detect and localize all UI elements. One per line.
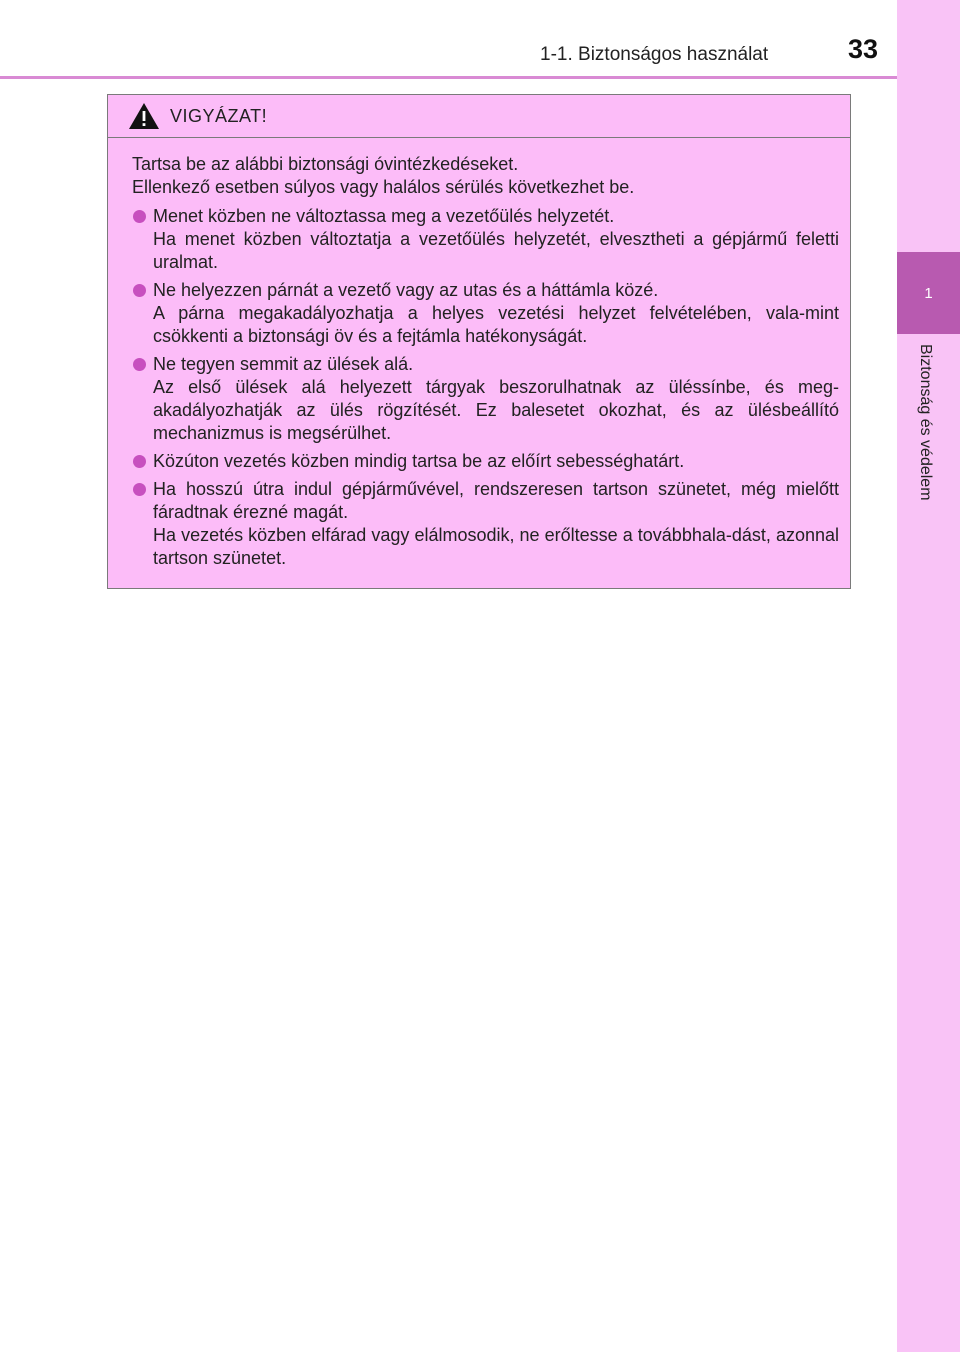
warning-item-heading: Ne tegyen semmit az ülések alá. (153, 354, 414, 374)
warning-list-item (132, 353, 839, 445)
warning-item-heading: Ha hosszú útra indul gépjárművével, rendszeresen tartson szünetet, még mielőtt fáradtnak érezné magát. (153, 479, 839, 522)
header-rule (0, 76, 897, 79)
warning-item-text: Ha menet közben változtatja a vezetőülés helyzetét, elvesztheti a gépjármű feletti uralmat. (153, 229, 839, 272)
bullet-icon (133, 483, 146, 496)
section-title: 1-1. Biztonságos használat (540, 44, 769, 65)
warning-list-item (132, 205, 839, 274)
warning-item-heading: Menet közben ne változtassa meg a vezetőülés helyzetét. (153, 206, 615, 226)
warning-list-item (132, 478, 839, 570)
bullet-icon (133, 284, 146, 297)
chapter-tab (897, 252, 960, 334)
warning-item-text: Ha vezetés közben elfárad vagy elálmosodik, ne erőltesse a továbbhala-dást, azonnal tartson szünetet. (153, 525, 839, 568)
warning-item-text: A párna megakadályozhatja a helyes vezetési helyzet felvételében, vala-mint csökkenti a biztonsági öv és a fejtámla hatékonyságát. (153, 303, 839, 346)
warning-title: VIGYÁZAT! (170, 105, 268, 126)
warning-body (108, 138, 850, 570)
warning-header (108, 95, 850, 138)
warning-intro-line: Tartsa be az alábbi biztonsági óvintézkedéseket. (132, 154, 519, 174)
page-number: 33 (848, 34, 879, 64)
warning-triangle-icon (128, 102, 160, 130)
warning-list-item (132, 279, 839, 348)
side-band (897, 0, 960, 1352)
chapter-title: Biztonság és védelem (917, 344, 934, 501)
warning-box (107, 94, 851, 589)
chapter-number: 1 (924, 284, 933, 302)
warning-list-item (132, 450, 839, 473)
bullet-icon (133, 358, 146, 371)
warning-intro-line: Ellenkező esetben súlyos vagy halálos sérülés következhet be. (132, 177, 635, 197)
warning-item-heading: Közúton vezetés közben mindig tartsa be az előírt sebességhatárt. (153, 451, 685, 471)
bullet-icon (133, 455, 146, 468)
warning-item-heading: Ne helyezzen párnát a vezető vagy az utas és a háttámla közé. (153, 280, 659, 300)
bullet-icon (133, 210, 146, 223)
warning-list (132, 205, 839, 570)
warning-item-text: Az első ülések alá helyezett tárgyak beszorulhatnak az üléssínbe, és meg-akadályozhatják az ülés rögzítését. Ez balesetet okozhat, és az ülésbeállító mechanizmus is megsérülhet. (153, 377, 839, 443)
